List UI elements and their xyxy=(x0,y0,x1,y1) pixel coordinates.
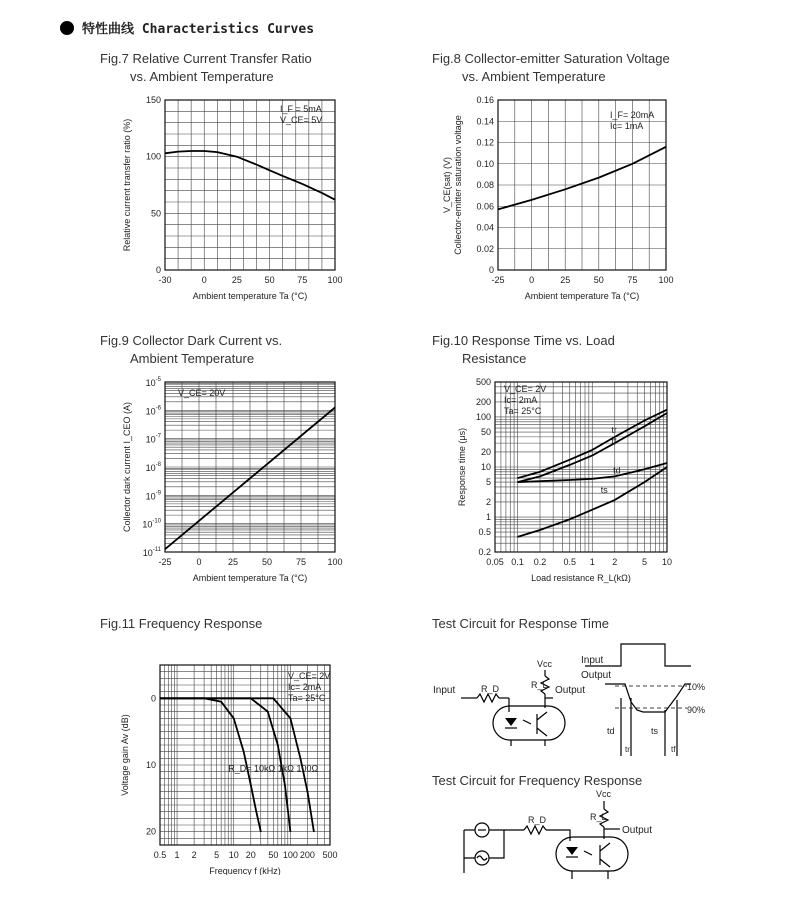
y-tick-label: 100 xyxy=(475,411,491,422)
y-tick-label: 1 xyxy=(485,512,491,523)
fig11-chart xyxy=(110,655,350,875)
legend-entry: Ta= 25°C xyxy=(288,693,326,703)
x-tick-label: 0.5 xyxy=(153,850,167,860)
rd-label: R_D xyxy=(528,815,547,825)
x-tick-label: 50 xyxy=(268,850,279,860)
x-tick-label: 25 xyxy=(560,275,571,285)
y-tick-label: 5 xyxy=(485,477,491,488)
legend-entry: V_CE= 5V xyxy=(280,115,323,125)
y-tick-label: $10^{-5}$ xyxy=(145,377,161,388)
curve-label: R_D= 10kΩ 1kΩ 100Ω xyxy=(228,763,319,774)
p90-label: 90% xyxy=(687,705,706,715)
y-axis-label: V_CE(sat) (V) xyxy=(442,156,452,214)
vcc-label: Vcc xyxy=(537,659,553,669)
x-tick-label: 0.05 xyxy=(486,557,504,567)
frequency-circuit-title: Test Circuit for Frequency Response xyxy=(432,773,643,788)
output-label: Output xyxy=(555,685,586,696)
fig8-title-line2: vs. Ambient Temperature xyxy=(462,69,606,84)
response-circuit-title: Test Circuit for Response Time xyxy=(432,616,610,631)
y-tick-label: 0.5 xyxy=(478,527,491,538)
x-tick-label: 1 xyxy=(174,850,180,860)
y-tick-label: 100 xyxy=(145,151,161,162)
y-tick-label: $10^{-8}$ xyxy=(145,462,161,473)
y-tick-label: 10 xyxy=(145,760,156,770)
x-axis-label: Load resistance R_L(kΩ) xyxy=(531,573,631,583)
y-tick-label: 0.08 xyxy=(476,180,494,190)
x-tick-label: 2 xyxy=(612,557,618,567)
x-tick-label: 50 xyxy=(261,557,273,567)
bullet-icon xyxy=(60,21,74,35)
series-label-ts: ts xyxy=(600,485,608,496)
series-label-tf: tf xyxy=(611,436,617,447)
fig7-title-line2: vs. Ambient Temperature xyxy=(130,69,274,84)
y-tick-label: 2 xyxy=(485,496,491,507)
fig10-title-line2: Resistance xyxy=(462,351,527,366)
wave-output-label: Output xyxy=(581,670,612,681)
x-tick-label: 0 xyxy=(201,275,207,285)
led-icon xyxy=(505,718,517,726)
series-label-td: td xyxy=(613,465,621,476)
frequency-response-circuit xyxy=(450,785,710,885)
td-label: td xyxy=(607,726,615,736)
x-tick-label: 10 xyxy=(661,557,673,567)
light-arrow-icon xyxy=(523,720,531,724)
y-tick-label: 0.04 xyxy=(476,222,494,233)
ac-source-mark xyxy=(477,856,487,860)
y-tick-label: 0.2 xyxy=(478,547,491,557)
fig9-title-line2: Ambient Temperature xyxy=(130,351,255,366)
legend-entry: Ta= 25°C xyxy=(504,406,542,416)
y-tick-label: 0.02 xyxy=(476,243,494,254)
y-tick-label: 0.06 xyxy=(476,201,494,212)
rd-resistor xyxy=(477,694,499,702)
y-tick-label: 50 xyxy=(480,427,491,438)
y-tick-label: 20 xyxy=(145,826,156,837)
legend-entry: V_CE= 2V xyxy=(504,384,547,394)
y-tick-label: $10^{-11}$ xyxy=(142,547,161,558)
x-tick-label: -25 xyxy=(491,275,505,285)
y-tick-label: 0 xyxy=(150,693,156,704)
x-tick-label: 25 xyxy=(227,557,239,567)
rd-label: R_D xyxy=(481,684,500,694)
rd-out-wire xyxy=(546,830,570,841)
y-axis-label: Response time (μs) xyxy=(457,427,467,507)
x-tick-label: 0 xyxy=(529,275,535,285)
fig7-title xyxy=(100,50,312,86)
output-label: Output xyxy=(622,825,653,836)
transistor-emitter xyxy=(600,859,610,867)
y-tick-label: $10^{-10}$ xyxy=(142,518,161,530)
y-tick-label: 0.16 xyxy=(476,95,494,105)
x-tick-label: 5 xyxy=(641,557,648,567)
y-axis-label: Voltage gain Av (dB) xyxy=(120,714,130,796)
fig11-title-line1: Fig.11 Frequency Response xyxy=(100,616,263,631)
x-tick-label: 75 xyxy=(627,275,638,285)
x-tick-label: 500 xyxy=(322,850,338,860)
y-tick-label: $10^{-9}$ xyxy=(145,490,161,502)
x-tick-label: 5 xyxy=(214,850,220,860)
fig8-chart xyxy=(440,90,690,310)
x-tick-label: 100 xyxy=(282,850,298,860)
fig9-title xyxy=(100,332,282,368)
x-tick-label: 1 xyxy=(589,557,595,567)
plot-frame xyxy=(165,100,335,270)
x-axis-label: Ambient temperature Ta (°C) xyxy=(192,573,308,583)
fig9-title-line1: Fig.9 Collector Dark Current vs. xyxy=(100,333,283,348)
y-axis-label: Collector-emitter saturation voltage xyxy=(453,115,463,255)
y-tick-label: $10^{-6}$ xyxy=(145,405,161,417)
tf-label: tf xyxy=(671,745,676,754)
x-tick-label: -25 xyxy=(158,557,172,567)
legend-entry: V_CE= 2V xyxy=(288,671,331,681)
section-title-cn: 特性曲线 xyxy=(82,22,135,37)
y-tick-label: 200 xyxy=(475,396,491,407)
x-tick-label: 0.1 xyxy=(511,557,524,567)
x-tick-label: 20 xyxy=(245,850,256,860)
response-time-circuit xyxy=(425,640,725,760)
x-axis-label: Frequency f (kHz) xyxy=(209,866,281,875)
input-label: Input xyxy=(433,685,456,696)
light-arrow-icon xyxy=(584,851,592,855)
led-icon xyxy=(566,847,578,855)
x-tick-label: 100 xyxy=(327,275,343,285)
transistor-collector xyxy=(600,843,610,851)
y-tick-label: 500 xyxy=(475,377,491,387)
legend-entry: Ic= 1mA xyxy=(610,121,644,131)
y-tick-label: 0 xyxy=(155,265,161,275)
x-tick-label: -30 xyxy=(158,275,172,285)
y-axis-label: Relative current transfer ratio (%) xyxy=(122,118,132,252)
x-tick-label: 75 xyxy=(295,557,307,567)
tr-label: tr xyxy=(625,745,630,754)
y-tick-label: 150 xyxy=(145,95,161,105)
x-tick-label: 100 xyxy=(658,275,674,285)
x-tick-label: 25 xyxy=(231,275,242,285)
fig7-title-line1: Fig.7 Relative Current Transfer Ratio xyxy=(100,51,312,66)
series-label-tr: tr xyxy=(611,424,617,435)
section-title-en: Characteristics Curves xyxy=(141,22,315,37)
fig10-chart xyxy=(450,372,690,592)
x-axis-label: Ambient temperature Ta (°C) xyxy=(192,291,308,301)
y-tick-label: 0.14 xyxy=(476,116,494,127)
series-line-0 xyxy=(165,151,335,200)
p10-label: 10% xyxy=(687,682,706,692)
legend-entry: Ic= 2mA xyxy=(504,395,538,405)
rl-label: R_L xyxy=(531,680,548,690)
fig8-title-line1: Fig.8 Collector-emitter Saturation Voltage xyxy=(432,51,670,66)
x-tick-label: 2 xyxy=(191,850,197,860)
legend-entry: I_F= 20mA xyxy=(610,110,655,120)
x-tick-label: 50 xyxy=(264,275,275,285)
y-tick-label: $10^{-7}$ xyxy=(145,433,161,445)
transistor-collector xyxy=(537,712,547,720)
y-tick-label: 50 xyxy=(150,208,161,219)
rd-resistor xyxy=(524,826,546,834)
optocoupler-body xyxy=(556,837,628,871)
x-tick-label: 10 xyxy=(228,850,239,860)
y-tick-label: 0.12 xyxy=(476,137,494,148)
fig7-chart xyxy=(110,90,350,310)
x-axis-label: Ambient temperature Ta (°C) xyxy=(524,291,640,301)
transistor-emitter xyxy=(537,728,547,736)
section-title xyxy=(60,18,314,37)
y-tick-label: 0 xyxy=(488,265,494,275)
src-wire-b xyxy=(489,830,504,858)
x-tick-label: 100 xyxy=(327,557,343,567)
rl-label: R_L xyxy=(590,812,607,822)
x-tick-label: 0 xyxy=(196,557,202,567)
x-tick-label: 75 xyxy=(297,275,308,285)
x-tick-label: 0.2 xyxy=(533,557,547,567)
src-wire-c xyxy=(464,830,475,858)
y-axis-label: Collector dark current I_CEO (A) xyxy=(122,401,132,533)
wave-input-label: Input xyxy=(581,655,604,666)
fig10-title-line1: Fig.10 Response Time vs. Load xyxy=(432,333,615,348)
y-tick-label: 0.10 xyxy=(476,158,494,169)
fig8-title xyxy=(432,50,670,86)
ts-label: ts xyxy=(651,726,659,736)
legend-entry: I_F = 5mA xyxy=(280,104,322,114)
legend-entry: V_CE= 20V xyxy=(178,388,226,398)
x-tick-label: 0.5 xyxy=(563,557,577,567)
x-tick-label: 50 xyxy=(593,275,604,285)
y-tick-label: 20 xyxy=(480,446,491,457)
y-tick-label: 10 xyxy=(480,462,491,472)
fig9-chart xyxy=(110,372,350,592)
vcc-label: Vcc xyxy=(596,789,612,799)
legend-entry: Ic= 2mA xyxy=(288,682,322,692)
fig10-title xyxy=(432,332,615,368)
x-tick-label: 200 xyxy=(299,850,315,860)
fig11-title xyxy=(100,615,262,633)
